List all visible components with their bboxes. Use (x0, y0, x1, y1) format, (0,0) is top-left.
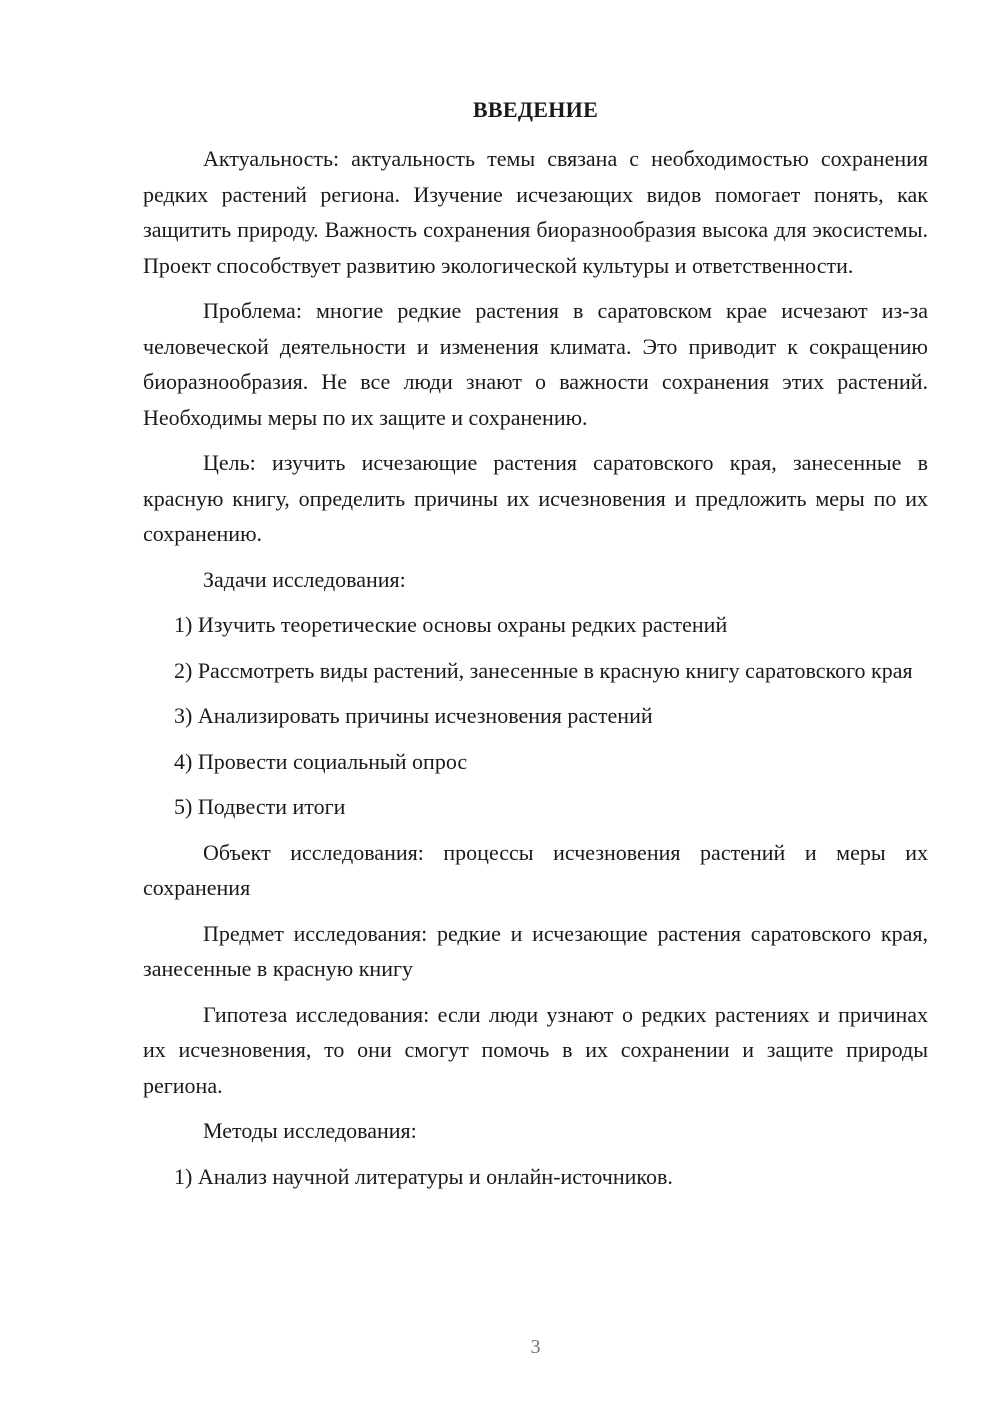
list-item-method-1: 1) Анализ научной литературы и онлайн-источников. (174, 1163, 673, 1189)
list-item-task-3: 3) Анализировать причины исчезновения растений (174, 703, 653, 728)
paragraph-relevance: Актуальность: актуальность темы связана с необходимостью сохранения редких растений региона. Изучение исчезающих видов помогает понять, как защитить природу. Важность сохранения биоразнообразия высока для экосистемы. Проект способствует развитию экологической культуры и ответственности. (143, 146, 928, 278)
paragraph-problem: Проблема: многие редкие растения в саратовском крае исчезают из-за человеческой деятельности и изменения климата. Это приводит к сокращению биоразнообразия. Не все люди знают о важности сохранения этих растений. Необходимы меры по их защите и сохранению. (143, 298, 928, 430)
list-item-task-4: 4) Провести социальный опрос (174, 748, 468, 774)
paragraph-tasks-heading: Задачи исследования: (203, 566, 406, 592)
paragraph-hypothesis: Гипотеза исследования: если люди узнают о редких растениях и причинах их исчезновения, то они смогут помочь в их сохранении и защите природы региона. (143, 1001, 928, 1098)
paragraph-methods-heading: Методы исследования: (203, 1118, 417, 1143)
document-page (143, 0, 928, 1414)
paragraph-goal: Цель: изучить исчезающие растения саратовского края, занесенные в красную книгу, определить причины их исчезновения и предложить меры по их сохранению. (143, 450, 928, 546)
section-heading: ВВЕДЕНИЕ (472, 97, 599, 122)
page-number: 3 (530, 1336, 541, 1358)
list-item-task-5: 5) Подвести итоги (174, 794, 346, 819)
document-body (143, 141, 928, 1204)
list-item-task-2: 2) Рассмотреть виды растений, занесенные в красную книгу саратовского края (174, 657, 913, 683)
list-item-task-1: 1) Изучить теоретические основы охраны редких растений (174, 612, 728, 637)
paragraph-subject: Предмет исследования: редкие и исчезающие растения саратовского края, занесенные в красную книгу (143, 920, 928, 981)
paragraph-object: Объект исследования: процессы исчезновения растений и меры их сохранения (143, 839, 928, 900)
